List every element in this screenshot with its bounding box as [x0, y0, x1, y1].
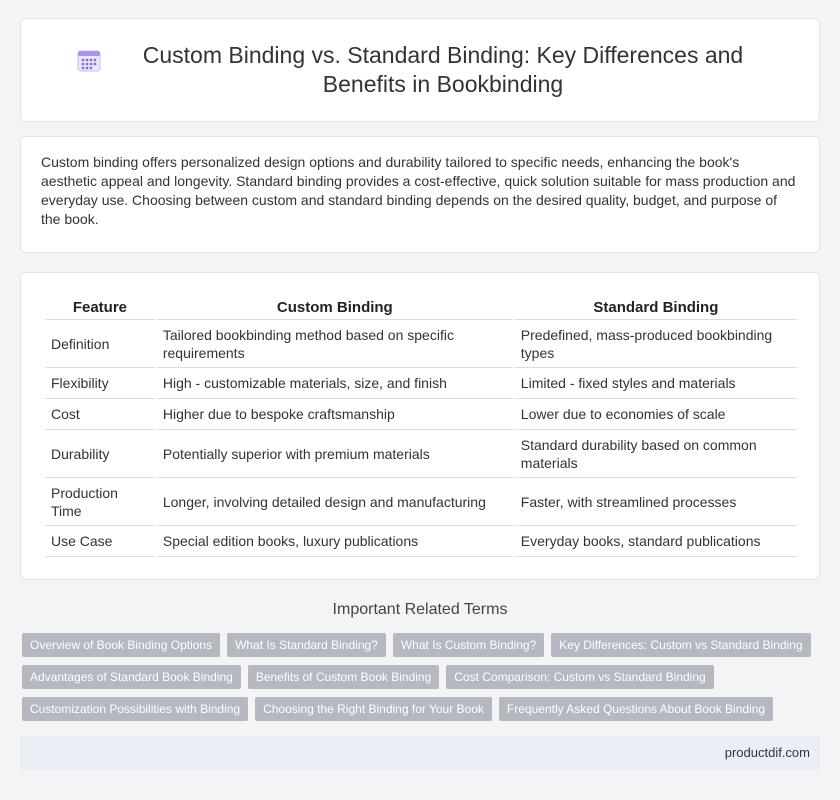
tag-link[interactable]: What Is Standard Binding?	[227, 633, 386, 657]
row-custom: High - customizable materials, size, and finish	[157, 368, 513, 399]
row-standard: Standard durability based on common materials	[515, 430, 797, 478]
table-row	[45, 368, 797, 399]
footer	[20, 736, 820, 770]
tag-link[interactable]: Advantages of Standard Book Binding	[22, 665, 241, 689]
title-card	[20, 18, 820, 122]
related-terms-title: Important Related Terms	[332, 601, 508, 618]
comparison-card	[20, 272, 820, 580]
tag-link[interactable]: Choosing the Right Binding for Your Book	[255, 697, 492, 721]
tag-link[interactable]: Frequently Asked Questions About Book Binding	[499, 697, 773, 721]
table-row	[45, 399, 797, 430]
table-row	[45, 320, 797, 368]
intro-card	[20, 136, 820, 253]
row-feature: Flexibility	[45, 368, 155, 399]
table-row	[45, 526, 797, 557]
footer-site[interactable]: productdif.com	[724, 745, 810, 760]
row-standard: Limited - fixed styles and materials	[515, 368, 797, 399]
tag-link[interactable]: Key Differences: Custom vs Standard Binding	[551, 633, 810, 657]
tag-link[interactable]: Benefits of Custom Book Binding	[248, 665, 439, 689]
row-standard: Lower due to economies of scale	[515, 399, 797, 430]
row-custom: Potentially superior with premium materials	[157, 430, 513, 478]
header-custom-binding: Custom Binding	[157, 293, 513, 320]
row-standard: Predefined, mass-produced bookbinding types	[515, 320, 797, 368]
row-feature: Use Case	[45, 526, 155, 557]
calendar-grid-icon	[77, 50, 101, 72]
row-feature: Cost	[45, 399, 155, 430]
intro-paragraph: Custom binding offers personalized design options and durability tailored to specific needs, enhancing the book's aesthetic appeal and longevity. Standard binding provides a cost-effective, quick solution suitable for mass production and everyday use. Choosing between custom and standard binding depends on the desired quality, budget, and purpose of the book.	[41, 154, 796, 227]
row-custom: Tailored bookbinding method based on specific requirements	[157, 320, 513, 368]
tag-row	[22, 665, 822, 689]
row-custom: Longer, involving detailed design and manufacturing	[157, 478, 513, 526]
table-header-row	[45, 293, 797, 320]
tag-row	[22, 697, 822, 721]
table-row	[45, 478, 797, 526]
row-feature: Production Time	[45, 478, 155, 526]
title-wrap	[77, 41, 763, 99]
tag-link[interactable]: Overview of Book Binding Options	[22, 633, 220, 657]
related-terms-tags	[22, 633, 822, 729]
comparison-table	[43, 293, 799, 557]
header-standard-binding: Standard Binding	[515, 293, 797, 320]
tag-link[interactable]: Cost Comparison: Custom vs Standard Binding	[446, 665, 713, 689]
row-standard: Everyday books, standard publications	[515, 526, 797, 557]
tag-link[interactable]: Customization Possibilities with Binding	[22, 697, 248, 721]
row-feature: Definition	[45, 320, 155, 368]
table-row	[45, 430, 797, 478]
tag-row	[22, 633, 822, 657]
row-feature: Durability	[45, 430, 155, 478]
row-standard: Faster, with streamlined processes	[515, 478, 797, 526]
tag-link[interactable]: What Is Custom Binding?	[393, 633, 544, 657]
row-custom: Special edition books, luxury publications	[157, 526, 513, 557]
page-title: Custom Binding vs. Standard Binding: Key Differences and Benefits in Bookbinding	[142, 42, 744, 97]
header-feature: Feature	[45, 293, 155, 320]
row-custom: Higher due to bespoke craftsmanship	[157, 399, 513, 430]
